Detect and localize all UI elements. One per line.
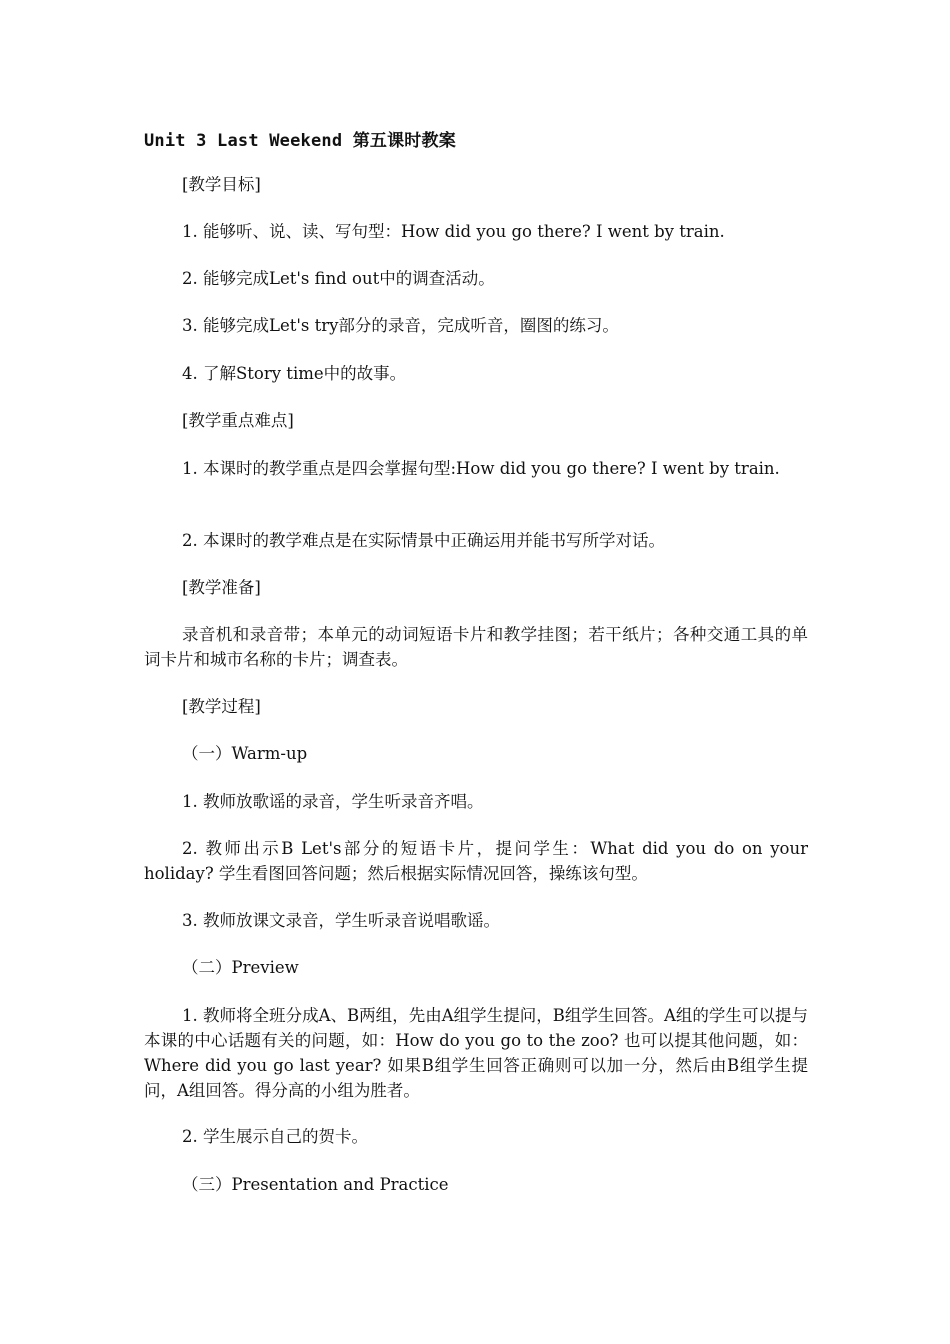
process-heading: [教学过程] [182,697,261,716]
preview-heading: （二）Preview [182,958,299,977]
warmup-heading: （一）Warm-up [182,744,308,763]
preparation-text: 录音机和录音带；本单元的动词短语卡片和教学挂图；若干纸片；各种交通工具的单词卡片和城市名称的卡片；调查表。 [144,625,808,669]
preview-item-2: 2. 学生展示自己的贺卡。 [182,1127,368,1146]
presentation-heading: （三）Presentation and Practice [182,1175,449,1194]
preparation-heading: [教学准备] [182,578,261,597]
key-point-item-1: 1. 本课时的教学重点是四会掌握句型:How did you go there? I went by train. [182,459,780,478]
goal-item-2: 2. 能够完成Let's find out中的调查活动。 [182,269,495,288]
warmup-item-3: 3. 教师放课文录音，学生听录音说唱歌谣。 [182,911,500,930]
goal-item-1: 1. 能够听、说、读、写句型：How did you go there? I went by train. [182,222,725,241]
warmup-item-1: 1. 教师放歌谣的录音，学生听录音齐唱。 [182,792,484,811]
document-title: Unit 3 Last Weekend 第五课时教案 [144,131,456,151]
preview-item-1: 1. 教师将全班分成A、B两组，先由A组学生提问，B组学生回答。A组的学生可以提与本课的中心话题有关的问题，如：How do you go to the zoo? 也可以提其他问题，如：Where did you go last year? 如果B组学生回答正确则可以加一分，然后由B组学生提问，A组回答。得分高的小组为胜者。 [144,1006,808,1100]
key-point-item-2: 2. 本课时的教学难点是在实际情景中正确运用并能书写所学对话。 [182,531,665,550]
key-points-heading: [教学重点难点] [182,411,294,430]
warmup-item-2: 2. 教师出示B Let's部分的短语卡片，提问学生：What did you do on your holiday? 学生看图回答问题；然后根据实际情况回答，操练该句型。 [144,839,808,883]
goal-item-3: 3. 能够完成Let's try部分的录音，完成听音，圈图的练习。 [182,316,619,335]
goal-item-4: 4. 了解Story time中的故事。 [182,364,407,383]
goals-heading: [教学目标] [182,175,261,194]
